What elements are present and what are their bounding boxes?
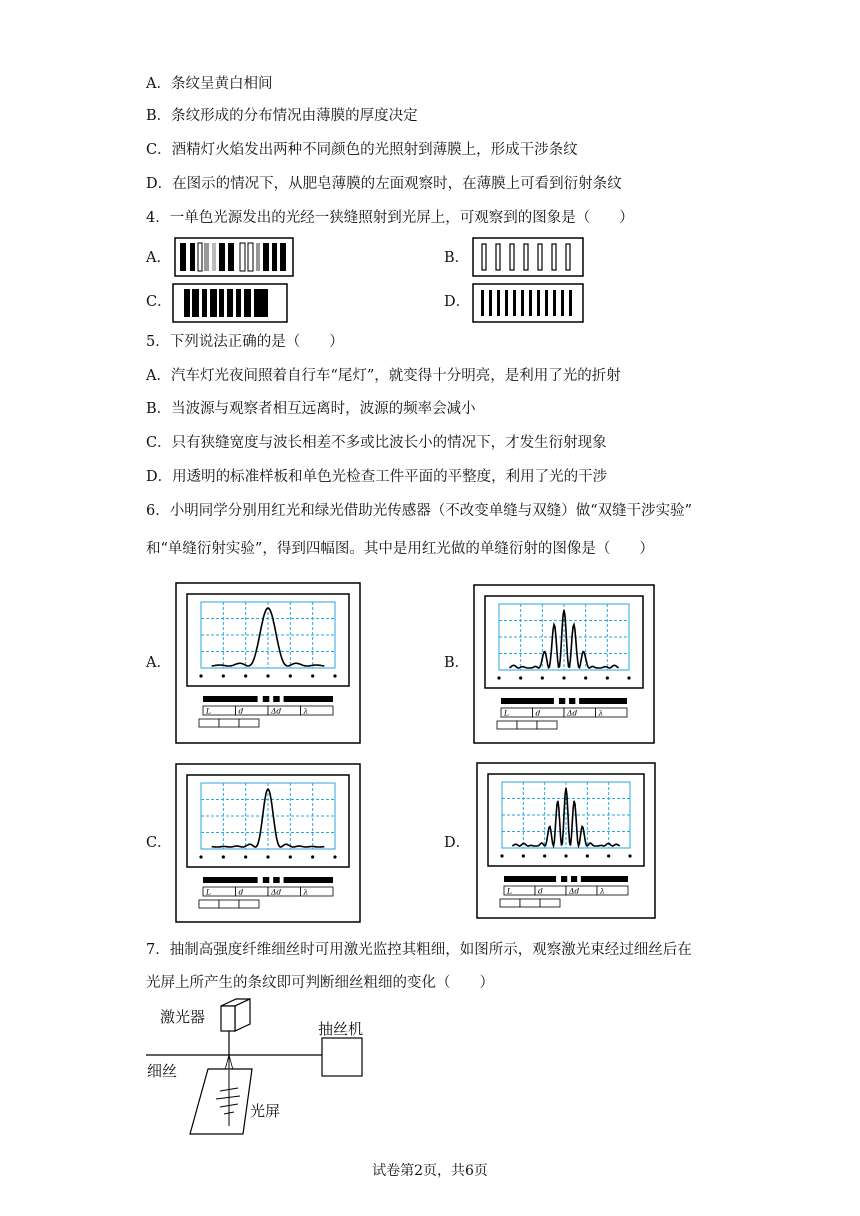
svg-text:λ: λ xyxy=(600,886,605,896)
q6-panel-c xyxy=(175,763,361,923)
laser-label: 激光器 xyxy=(160,1008,206,1026)
q4-stem: 4．一单色光源发出的光经一狭缝照射到光屏上，可观察到的图象是（ ） xyxy=(146,210,634,226)
puller-box xyxy=(322,1038,362,1076)
svg-text:d: d xyxy=(535,708,541,718)
q4-label-d: D． xyxy=(444,294,471,310)
svg-text:λ: λ xyxy=(303,887,309,897)
q6-label-a: A． xyxy=(146,655,171,671)
puller-label: 抽丝机 xyxy=(318,1020,364,1038)
q4-figure-b xyxy=(472,237,584,277)
q6-panel-a xyxy=(175,582,361,744)
q4-label-c: C． xyxy=(146,294,172,310)
q5-option-d: D．用透明的标准样板和单色光检查工件平面的平整度，利用了光的干涉 xyxy=(146,469,608,485)
q7-stem-line2: 光屏上所产生的条纹即可判断细丝粗细的变化（ ） xyxy=(146,975,494,991)
svg-text:λ: λ xyxy=(303,706,309,716)
svg-text:L: L xyxy=(504,708,509,718)
q6-panel-b xyxy=(473,584,655,744)
q5-option-c: C．只有狭缝宽度与波长相差不多或比波长小的情况下，才发生衍射现象 xyxy=(146,435,607,451)
screen-label: 光屏 xyxy=(250,1102,281,1120)
q6-stem-line1: 6．小明同学分别用红光和绿光借助光传感器（不改变单缝与双缝）做“双缝干涉实验” xyxy=(146,503,693,519)
svg-text:Δd: Δd xyxy=(271,887,282,897)
q3-option-c: C．酒精灯火焰发出两种不同颜色的光照射到薄膜上，形成干涉条纹 xyxy=(146,142,578,158)
q6-label-d: D． xyxy=(444,835,471,851)
q5-stem: 5．下列说法正确的是（ ） xyxy=(146,334,344,350)
svg-text:λ: λ xyxy=(598,708,604,718)
q4-figure-d xyxy=(472,283,584,323)
q6-stem-line2: 和“单缝衍射实验”，得到四幅图。其中是用红光做的单缝衍射的图像是（ ） xyxy=(146,541,654,557)
q3-option-a: A．条纹呈黄白相间 xyxy=(146,76,273,92)
svg-text:d: d xyxy=(238,706,244,716)
svg-text:L: L xyxy=(206,887,211,897)
screen-plane xyxy=(190,1069,252,1134)
svg-text:L: L xyxy=(206,706,211,716)
fiber-label: 细丝 xyxy=(147,1062,178,1080)
svg-text:d: d xyxy=(238,887,244,897)
q6-label-b: B． xyxy=(444,655,470,671)
q7-stem-line1: 7．抽制高强度纤维细丝时可用激光监控其粗细，如图所示，观察激光束经过细丝后在 xyxy=(146,942,692,958)
svg-text:Δd: Δd xyxy=(569,886,580,896)
svg-text:L: L xyxy=(507,886,512,896)
q3-option-d: D．在图示的情况下，从肥皂薄膜的左面观察时，在薄膜上可看到衍射条纹 xyxy=(146,176,622,192)
q6-label-c: C． xyxy=(146,835,172,851)
q5-option-b: B．当波源与观察者相互远离时，波源的频率会减小 xyxy=(146,401,476,417)
q5-option-a: A．汽车灯光夜间照着自行车“尾灯”，就变得十分明亮，是利用了光的折射 xyxy=(146,368,621,384)
q4-label-a: A． xyxy=(146,250,171,266)
svg-text:d: d xyxy=(538,886,543,896)
svg-text:Δd: Δd xyxy=(271,706,282,716)
q4-label-b: B． xyxy=(444,250,470,266)
page-footer: 试卷第2页，共6页 xyxy=(372,1163,488,1179)
q4-figure-c xyxy=(172,283,288,323)
laser-box xyxy=(221,999,250,1031)
svg-text:Δd: Δd xyxy=(567,708,578,718)
q6-panel-d xyxy=(476,762,656,919)
q4-figure-a xyxy=(174,237,294,277)
q3-option-b: B．条纹形成的分布情况由薄膜的厚度决定 xyxy=(146,108,418,124)
